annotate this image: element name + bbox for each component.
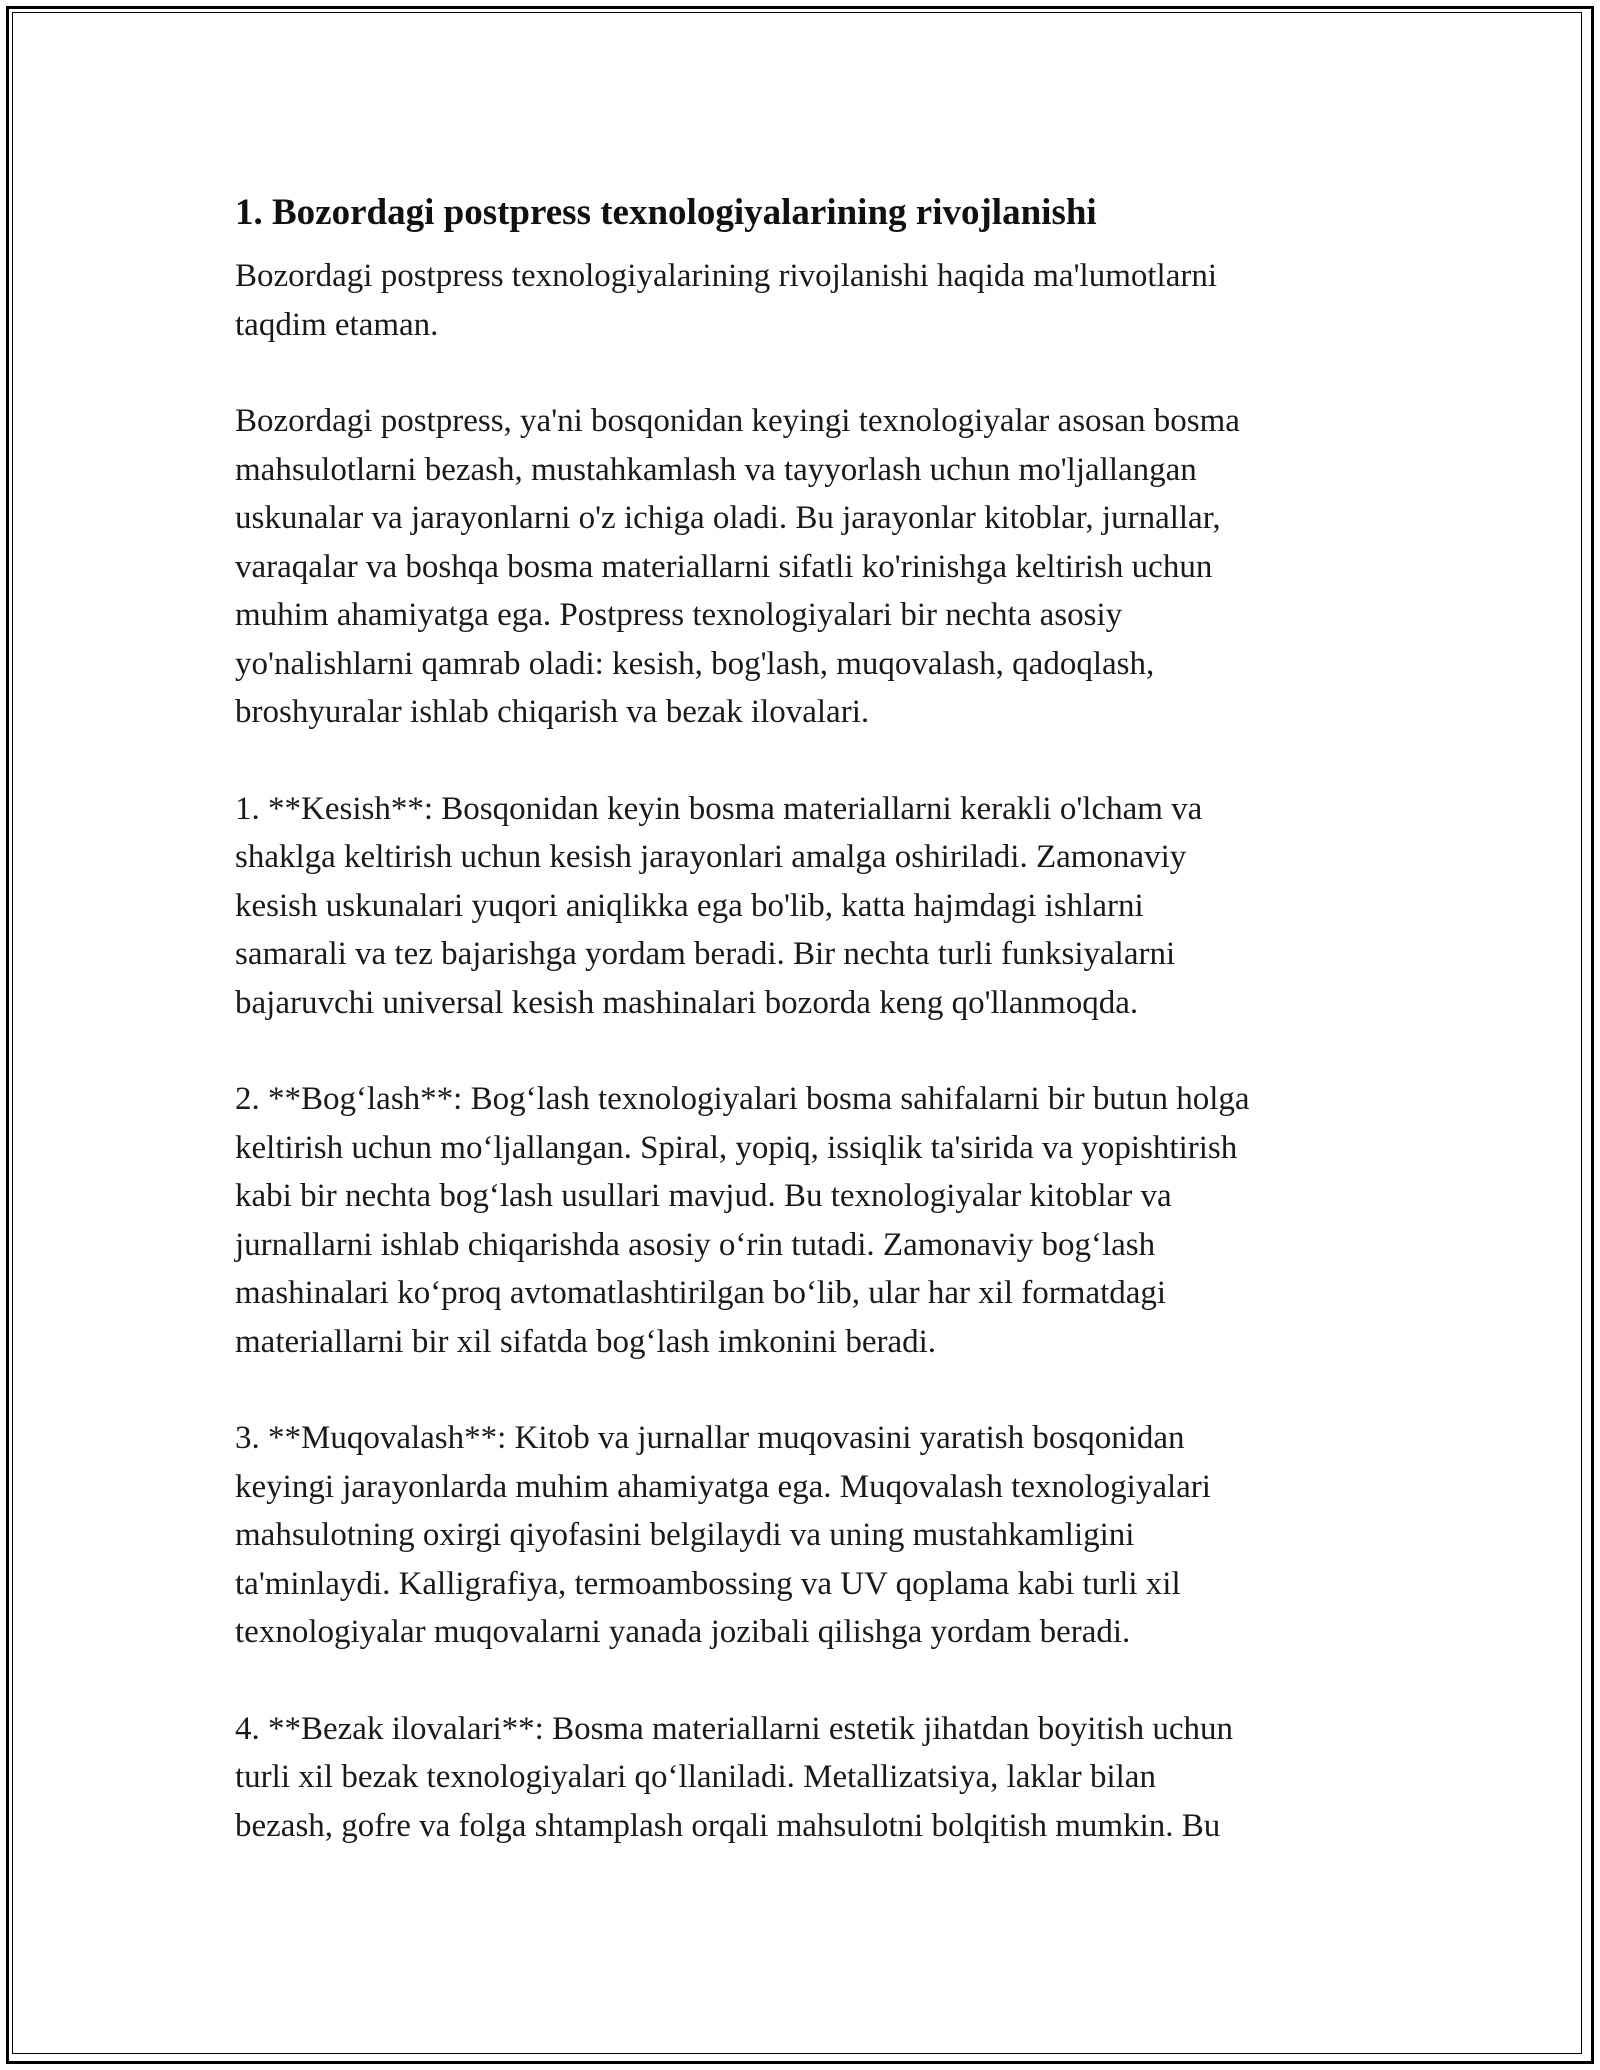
text-line: samarali va tez bajarishga yordam beradi. Bir nechta turli funksiyalarni: [235, 936, 1176, 972]
text-line: keyingi jarayonlarda muhim ahamiyatga ega. Muqovalash texnologiyalari: [235, 1468, 1211, 1505]
text-line: mahsulotlarni bezash, mustahkamlash va tayyorlash uchun mo'ljallangan: [235, 451, 1197, 488]
paragraph: [235, 1705, 1375, 1851]
text-line: 3. **Muqovalash**: Kitob va jurnallar muqovasini yaratish bosqonidan: [235, 1420, 1185, 1456]
text-line: kesish uskunalari yuqori aniqlikka ega bo'lib, katta hajmdagi ishlarni: [235, 887, 1144, 924]
text-line: bezash, gofre va folga shtamplash orqali mahsulotni bolqitish mumkin. Bu: [235, 1807, 1221, 1844]
text-line: mahsulotning oxirgi qiyofasini belgilaydi va uning mustahkamligini: [235, 1517, 1135, 1553]
text-line: Bozordagi postpress texnologiyalarining rivojlanishi haqida ma'lumotlarni: [235, 258, 1218, 294]
text-line: muhim ahamiyatga ega. Postpress texnologiyalari bir nechta asosiy: [235, 597, 1123, 633]
text-line: broshyuralar ishlab chiqarish va bezak ilovalari.: [235, 694, 870, 730]
text-line: kabi bir nechta bog‘lash usullari mavjud. Bu texnologiyalar kitoblar va: [235, 1178, 1172, 1214]
text-line: Bozordagi postpress, ya'ni bosqonidan keyingi texnologiyalar asosan bosma: [235, 403, 1240, 439]
text-line: shaklga keltirish uchun kesish jarayonlari amalga oshiriladi. Zamonaviy: [235, 839, 1187, 875]
paragraph: [235, 252, 1375, 349]
text-line: jurnallarni ishlab chiqarishda asosiy o‘rin tutadi. Zamonaviy bog‘lash: [235, 1226, 1156, 1263]
paragraph: [235, 785, 1375, 1028]
text-line: varaqalar va boshqa bosma materiallarni sifatli ko'rinishga keltirish uchun: [235, 548, 1213, 585]
document-title: 1. Bozordagi postpress texnologiyalarining rivojlanishi: [235, 192, 1097, 233]
text-line: 2. **Bog‘lash**: Bog‘lash texnologiyalari bosma sahifalarni bir butun holga: [235, 1081, 1250, 1117]
text-line: uskunalar va jarayonlarni o'z ichiga oladi. Bu jarayonlar kitoblar, jurnallar,: [235, 500, 1221, 536]
paragraph: [235, 1075, 1375, 1366]
text-line: keltirish uchun mo‘ljallangan. Spiral, yopiq, issiqlik ta'sirida va yopishtirish: [235, 1129, 1238, 1166]
paragraph: [235, 397, 1375, 737]
paragraph-list: [235, 252, 1375, 1850]
text-line: mashinalari ko‘proq avtomatlashtirilgan bo‘lib, ular har xil formatdagi: [235, 1275, 1167, 1311]
text-line: 1. **Kesish**: Bosqonidan keyin bosma materiallarni kerakli o'lcham va: [235, 790, 1203, 827]
text-line: turli xil bezak texnologiyalari qo‘llaniladi. Metallizatsiya, laklar bilan: [235, 1759, 1156, 1795]
paragraph: [235, 1414, 1375, 1657]
text-line: texnologiyalar muqovalarni yanada jozibali qilishga yordam beradi.: [235, 1614, 1131, 1650]
text-line: materiallarni bir xil sifatda bog‘lash imkonini beradi.: [235, 1323, 937, 1360]
text-line: taqdim etaman.: [235, 306, 439, 343]
document-body: [235, 186, 1375, 1898]
text-line: ta'minlaydi. Kalligrafiya, termoambossing va UV qoplama kabi turli xil: [235, 1565, 1181, 1602]
text-line: 4. **Bezak ilovalari**: Bosma materiallarni estetik jihatdan boyitish uchun: [235, 1710, 1234, 1747]
text-line: yo'nalishlarni qamrab oladi: kesish, bog'lash, muqovalash, qadoqlash,: [235, 645, 1155, 682]
text-line: bajaruvchi universal kesish mashinalari bozorda keng qo'llanmoqda.: [235, 984, 1139, 1021]
